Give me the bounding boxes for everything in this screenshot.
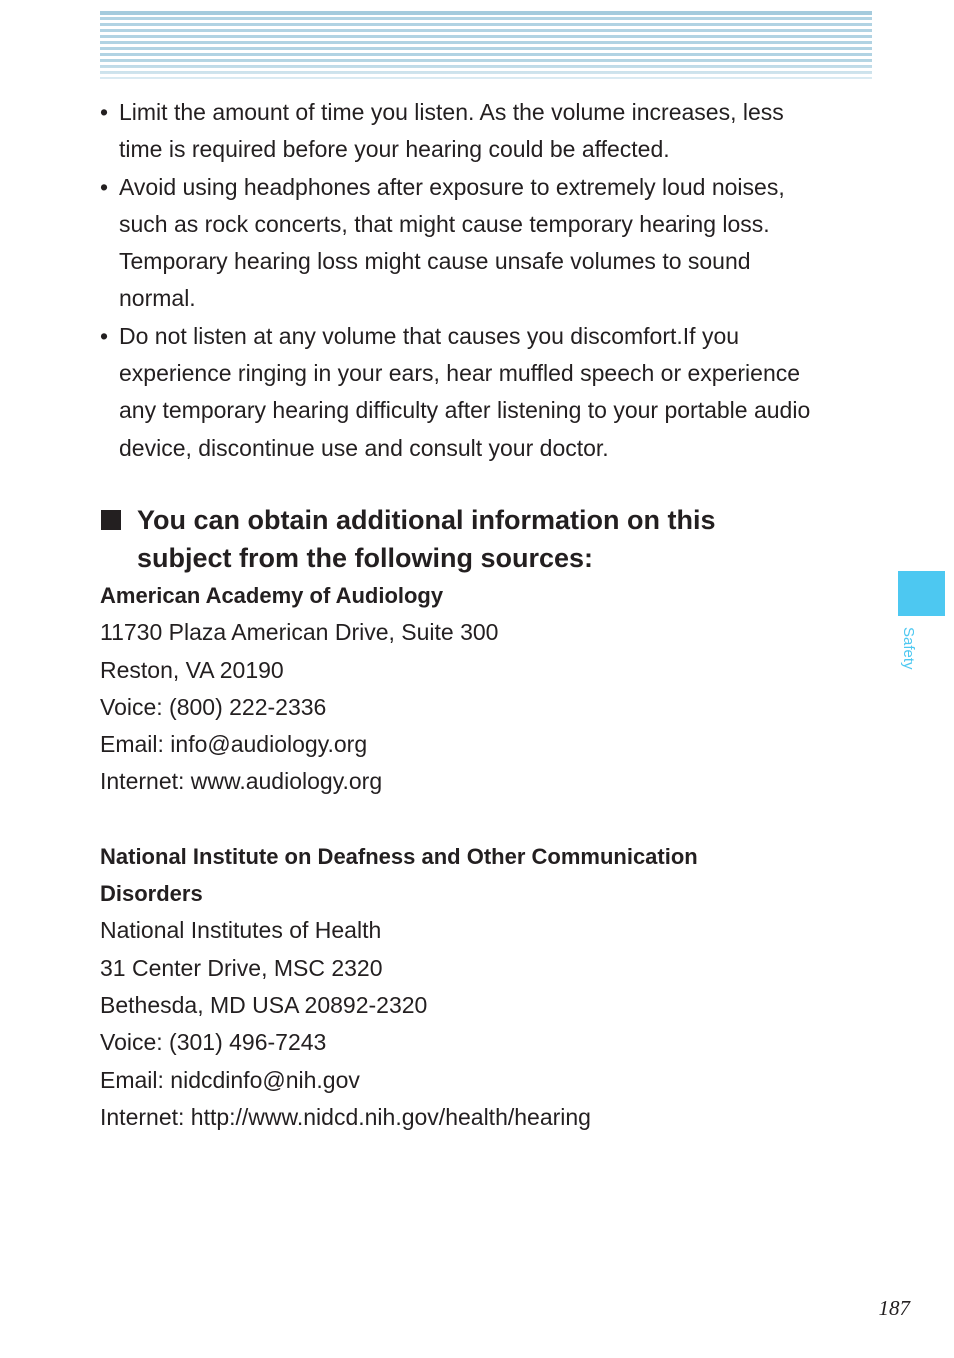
address-line: National Institutes of Health bbox=[100, 917, 382, 944]
list-item bbox=[100, 318, 875, 467]
safety-tips-list bbox=[100, 94, 875, 467]
organization-name: American Academy of Audiology bbox=[100, 582, 444, 608]
section-heading bbox=[100, 501, 875, 577]
text-line: device, discontinue use and consult your doctor. bbox=[119, 434, 609, 461]
text-line: Temporary hearing loss might cause unsafe volumes to sound bbox=[119, 248, 751, 275]
section-side-tab bbox=[898, 571, 945, 616]
bullet-icon: • bbox=[100, 322, 109, 349]
page-content bbox=[100, 94, 875, 1136]
header-stripe-bar bbox=[100, 11, 872, 79]
address-line: Bethesda, MD USA 20892-2320 bbox=[100, 991, 428, 1018]
address-line: 11730 Plaza American Drive, Suite 300 bbox=[100, 619, 499, 646]
text-line: normal. bbox=[119, 285, 196, 312]
organization-name: Disorders bbox=[100, 881, 203, 907]
address-line: 31 Center Drive, MSC 2320 bbox=[100, 954, 383, 981]
text-line: Avoid using headphones after exposure to extremely loud noises, bbox=[119, 173, 785, 200]
organization-name: National Institute on Deafness and Other Communication bbox=[100, 843, 698, 869]
text-line: Limit the amount of time you listen. As the volume increases, less bbox=[119, 99, 784, 125]
text-line: such as rock concerts, that might cause temporary hearing loss. bbox=[119, 210, 770, 237]
address-line: Reston, VA 20190 bbox=[100, 656, 284, 683]
list-item bbox=[100, 169, 875, 318]
source-nidcd bbox=[100, 838, 875, 1136]
list-item bbox=[100, 94, 875, 169]
source-american-academy-of-audiology bbox=[100, 577, 875, 801]
internet-line: Internet: www.audiology.org bbox=[100, 768, 383, 795]
heading-line: You can obtain additional information on this bbox=[137, 504, 716, 535]
square-bullet-icon bbox=[101, 510, 121, 530]
email-line: Email: info@audiology.org bbox=[100, 731, 368, 758]
section-side-label: Safety bbox=[900, 627, 917, 670]
bullet-icon: • bbox=[100, 173, 109, 200]
voice-line: Voice: (800) 222-2336 bbox=[100, 693, 327, 720]
email-line: Email: nidcdinfo@nih.gov bbox=[100, 1066, 360, 1093]
text-line: any temporary hearing difficulty after listening to your portable audio bbox=[119, 397, 811, 424]
voice-line: Voice: (301) 496-7243 bbox=[100, 1029, 327, 1056]
internet-line: Internet: http://www.nidcd.nih.gov/health/hearing bbox=[100, 1103, 591, 1130]
text-line: time is required before your hearing could be affected. bbox=[119, 136, 670, 163]
text-line: experience ringing in your ears, hear muffled speech or experience bbox=[119, 360, 801, 387]
page-number: 187 bbox=[878, 1296, 910, 1320]
bullet-icon: • bbox=[100, 99, 109, 125]
text-line: Do not listen at any volume that causes you discomfort.If you bbox=[119, 322, 740, 349]
heading-line: subject from the following sources: bbox=[137, 542, 594, 573]
